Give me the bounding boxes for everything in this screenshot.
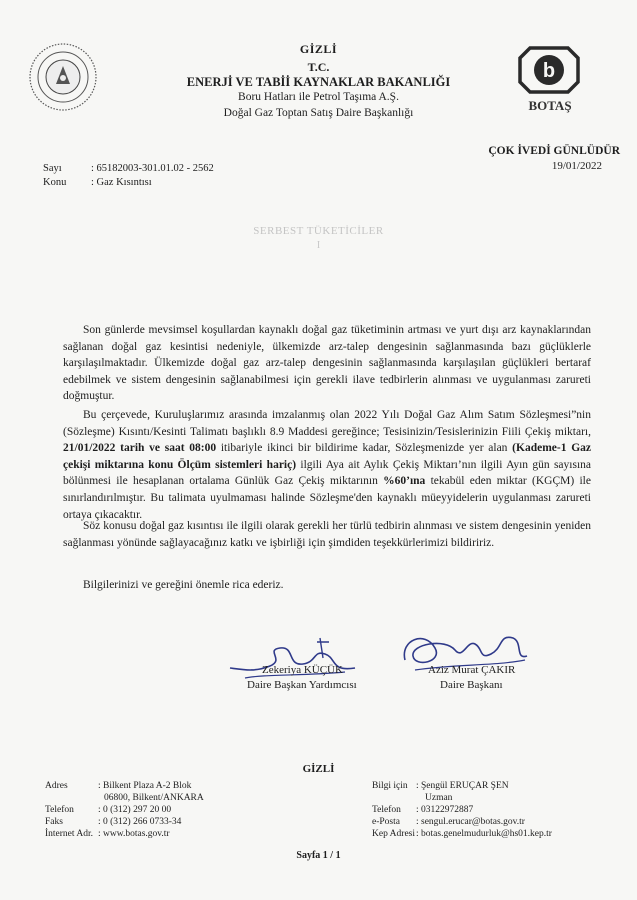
classification-top: GİZLİ (299, 42, 338, 56)
footer-phone-value: : 0 (312) 297 20 00 (98, 805, 172, 815)
limit-percentage: %60’ına (383, 475, 426, 488)
header-company: Boru Hatları ile Petrol Taşıma A.Ş. (238, 91, 399, 103)
page-number: Sayfa 1 / 1 (296, 850, 341, 861)
header-department: Doğal Gaz Toptan Satış Daire Başkanlığı (223, 107, 414, 119)
botas-logo-text: BOTAŞ (528, 98, 572, 113)
footer-address-line2: 06800, Bilkent/ANKARA (104, 793, 204, 803)
body-paragraph-2: Bu çerçevede, Kuruluşlarımız arasında imzalanmış olan 2022 Yılı Doğal Gaz Alım Satım Sözleşmesi”nin (Sözleşme) Kısıntı/Kesinti Talimatı başlıklı 8.9 Maddesi gereğince; Tesisinizin/Tesislerinizin Fiili Çekiş miktarı, 21/01/2022 tarih ve saat 08:00 itibariyle ikinci bir bildirime kadar, Sözleşmenizde yer alan (Kademe-1 Gaz çekişi miktarına konu Ölçüm sistemleri hariç) ilgili Aya ait Aylık Çekiş Miktarı’nın ilgili Ayın gün sayısına bölünmesi ile hesaplanan ortalama Günlük Gaz Çekiş miktarının %60’ına tekabül eden miktar (KGÇM) ile sınırlandırılmıştır. Bu talimata uyulmaması halinde Sözleşme'den kaynaklı müeyyidelerin uygulanması zarureti ortaya çıkacaktır. (63, 409, 591, 521)
document-date: 19/01/2022 (551, 160, 602, 172)
sayi-value: : 65182003-301.01.02 - 2562 (91, 163, 214, 174)
footer-internet-link[interactable]: : www.botas.gov.tr (98, 829, 170, 839)
footer-contact-phone-value: : 03122972887 (416, 805, 474, 815)
konu-value: : Gaz Kısıntısı (91, 177, 152, 188)
urgency-label: ÇOK İVEDİ GÜNLÜDÜR (488, 145, 620, 157)
konu-label: Konu (43, 177, 67, 188)
signatory-1-title: Daire Başkan Yardımcısı (247, 679, 357, 691)
footer-fax-label: Faks (45, 817, 63, 827)
signatory-2-name: Aziz Murat ÇAKIR (428, 664, 516, 676)
footer-contact-phone-label: Telefon (372, 805, 401, 815)
effective-datetime: 21/01/2022 tarih ve saat 08:00 (63, 442, 217, 455)
body-paragraph-1: Son günlerde mevsimsel koşullardan kaynaklı doğal gaz tüketiminin artması ve yurt dışı arz kaynaklarından sağlanan doğal gaz kesintisi nedeniyle, ülkemizde arz-talep dengesinin sağlanmasında bazı güçlüklerle karşılaşılmaktadır. Ülkemizde doğal gaz arz-talep dengesinin sağlanmasında karşılaşılan güçlükleri bertaraf edebilmek ve sistem dengesinin sağlanabilmesi için gerekli ilave tedbirlerin alınması ve uygulanması zarureti doğmuştur. (63, 324, 591, 403)
footer-contact-label: Bilgi için (372, 781, 408, 791)
signatory-2-title: Daire Başkanı (440, 679, 503, 691)
footer-internet-label: İnternet Adr. (45, 829, 94, 839)
classification-bottom: GİZLİ (302, 763, 335, 775)
footer-phone-label: Telefon (45, 805, 74, 815)
footer-email-link[interactable]: : sengul.erucar@botas.gov.tr (416, 817, 525, 827)
exception-note: (Kademe-1 Gaz çekişi miktarına konu Ölçüm sistemleri hariç) (63, 442, 591, 471)
sayi-label: Sayı (43, 163, 62, 174)
header-tc: T.C. (307, 60, 330, 74)
body-paragraph-4: Bilgilerinizi ve gereğini önemle rica ederiz. (83, 579, 284, 591)
footer-address-line1: : Bilkent Plaza A-2 Blok (98, 781, 192, 791)
footer-contact-title: Uzman (425, 793, 453, 803)
addressee-stamp: SERBEST TÜKETİCİLER (253, 225, 384, 237)
addressee-stamp-number: I (316, 240, 321, 251)
footer-email-label: e-Posta (372, 817, 400, 827)
signatory-1-name: Zekeriya KÜÇÜK (262, 664, 343, 676)
footer-kep-value: : botas.genelmudurluk@hs01.kep.tr (416, 829, 552, 839)
botas-logo-mark: b (542, 60, 556, 82)
header-ministry: ENERJİ VE TABİİ KAYNAKLAR BAKANLIĞI (186, 75, 451, 89)
footer-address-label: Adres (45, 781, 68, 791)
footer-fax-value: : 0 (312) 266 0733-34 (98, 817, 182, 827)
body-paragraph-3: Söz konusu doğal gaz kısıntısı ile ilgili olarak gerekli her türlü tedbirin alınması ve sistem dengesinin yeniden sağlanması yönünde sağlayacağınız katkı ve işbirliği için şimdiden teşekkürlerimizi bildiririz. (63, 520, 591, 549)
footer-contact-name: : Şengül ERUÇAR ŞEN (416, 781, 509, 791)
footer-kep-label: Kep Adresi (372, 829, 416, 839)
